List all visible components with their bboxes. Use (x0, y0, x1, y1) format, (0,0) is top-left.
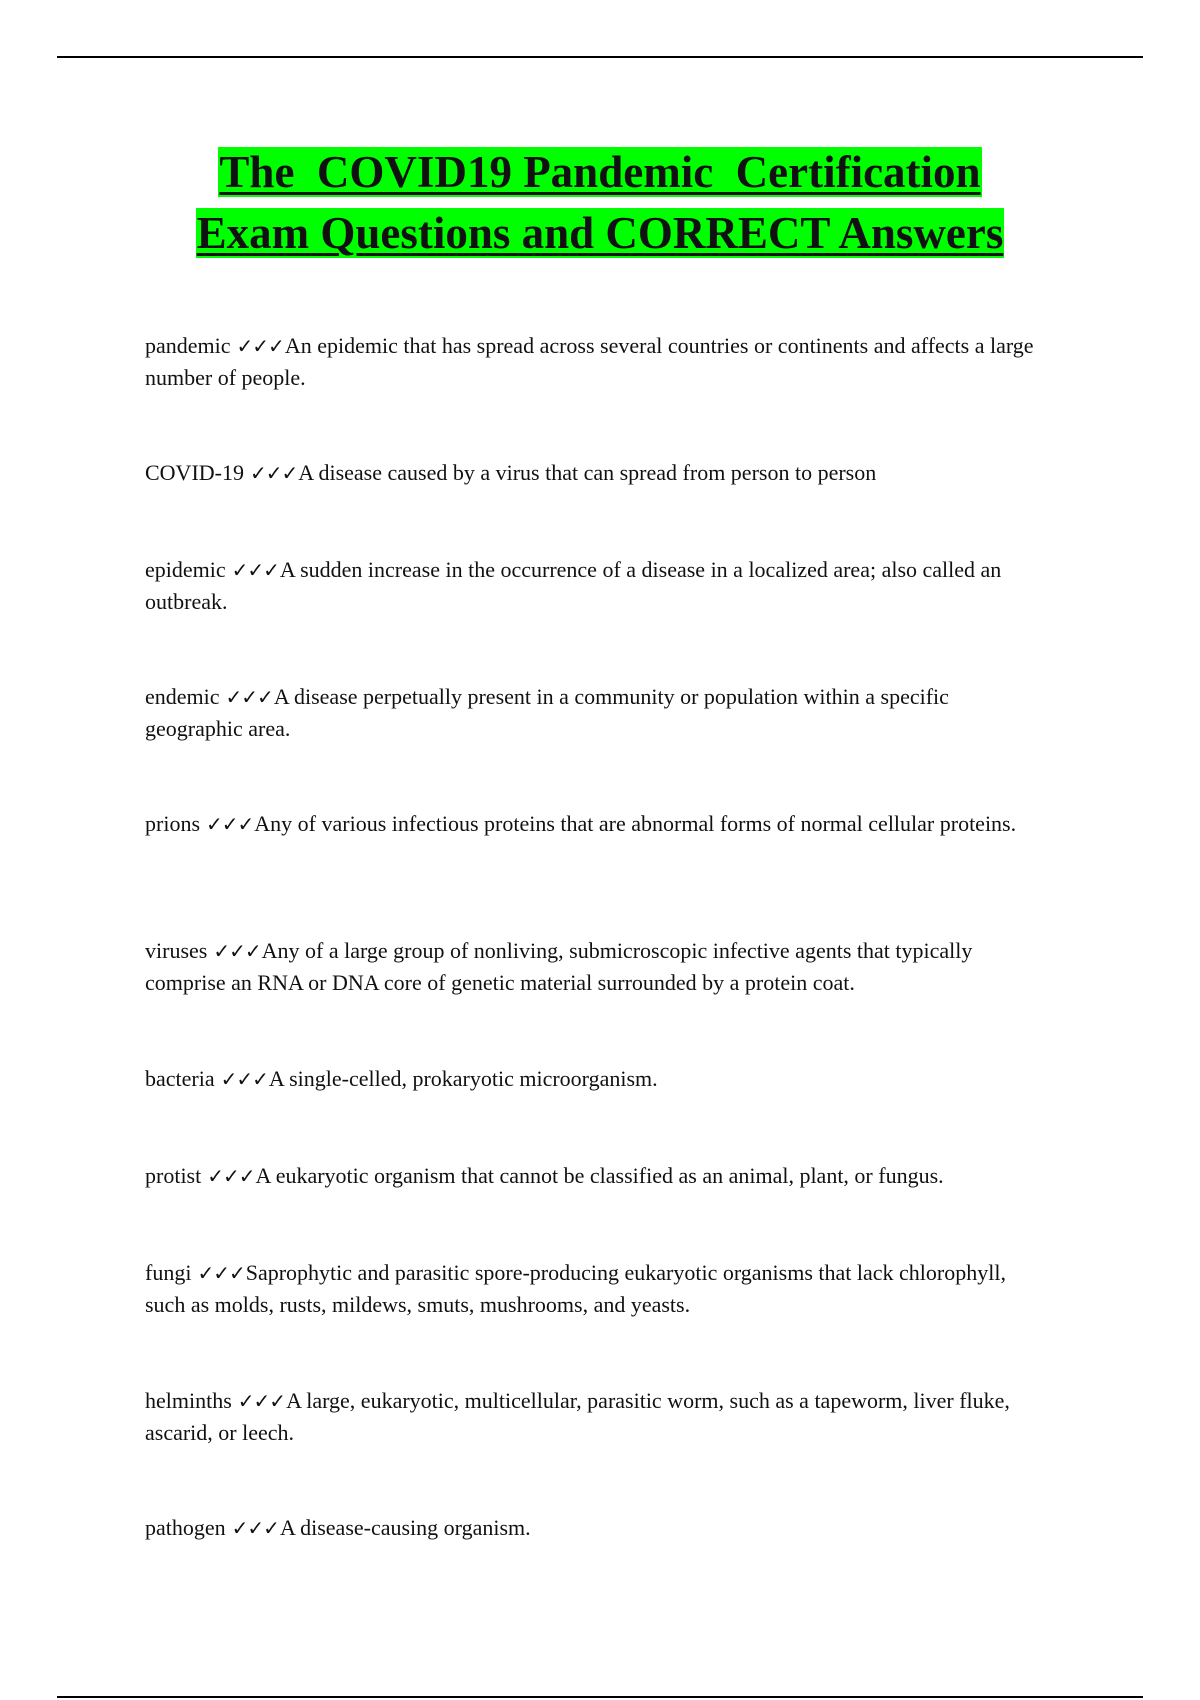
document-title (0, 142, 1200, 264)
check-marks-icon: ✓✓✓ (231, 1516, 279, 1540)
entry-fungi (145, 1257, 1050, 1320)
check-marks-icon: ✓✓✓ (206, 812, 254, 836)
entry-term: pathogen (145, 1515, 226, 1540)
entry-helminths (145, 1385, 1050, 1448)
check-marks-icon: ✓✓✓ (207, 1164, 255, 1188)
entry-pandemic (145, 330, 1050, 393)
entry-definition: An epidemic that has spread across several countries or continents and affects a large number of people. (145, 333, 1034, 390)
entry-epidemic (145, 554, 1050, 617)
entry-term: epidemic (145, 557, 226, 582)
entry-definition: A disease perpetually present in a community or population within a specific geographic area. (145, 684, 949, 741)
entry-protist (145, 1160, 1050, 1192)
check-marks-icon: ✓✓✓ (213, 939, 261, 963)
entry-definition: A single-celled, prokaryotic microorganism. (268, 1066, 658, 1091)
entry-pathogen (145, 1512, 1050, 1544)
entry-definition: A eukaryotic organism that cannot be classified as an animal, plant, or fungus. (255, 1163, 944, 1188)
check-marks-icon: ✓✓✓ (237, 1389, 286, 1413)
entry-definition: Any of a large group of nonliving, submicroscopic infective agents that typically comprise an RNA or DNA core of genetic material surrounded by a protein coat. (145, 938, 973, 995)
entry-definition: A sudden increase in the occurrence of a disease in a localized area; also called an outbreak. (145, 557, 1002, 614)
top-rule (57, 56, 1143, 58)
entry-endemic (145, 681, 1050, 744)
check-marks-icon: ✓✓✓ (250, 461, 298, 485)
entry-definition: A disease caused by a virus that can spread from person to person (298, 460, 877, 485)
entry-definition: A disease-causing organism. (279, 1515, 531, 1540)
check-marks-icon: ✓✓✓ (225, 685, 273, 709)
entry-covid-19 (145, 457, 1050, 489)
check-marks-icon: ✓✓✓ (236, 334, 284, 358)
entry-term: endemic (145, 684, 220, 709)
entry-term: fungi (145, 1260, 192, 1285)
entry-term: bacteria (145, 1066, 215, 1091)
title-line-1: The COVID19 Pandemic Certification (219, 147, 981, 197)
entry-viruses (145, 935, 1050, 998)
check-marks-icon: ✓✓✓ (231, 558, 279, 582)
check-marks-icon: ✓✓✓ (197, 1261, 245, 1285)
entry-prions (145, 808, 1050, 840)
entry-term: pandemic (145, 333, 231, 358)
entry-term: protist (145, 1163, 202, 1188)
entry-term: prions (145, 811, 200, 836)
entry-definition: Any of various infectious proteins that are abnormal forms of normal cellular proteins. (254, 811, 1017, 836)
bottom-rule (57, 1696, 1143, 1698)
entry-definition: Saprophytic and parasitic spore-producing eukaryotic organisms that lack chlorophyll, such as molds, rusts, mildews, smuts, mushrooms, and yeasts. (145, 1260, 1006, 1317)
entry-bacteria (145, 1063, 1050, 1095)
entry-term: viruses (145, 938, 208, 963)
title-line-2: Exam Questions and CORRECT Answers (196, 208, 1004, 258)
entry-term: COVID-19 (145, 460, 244, 485)
entry-term: helminths (145, 1388, 232, 1413)
entry-definition: A large, eukaryotic, multicellular, parasitic worm, such as a tapeworm, liver fluke, ascarid, or leech. (145, 1388, 1010, 1445)
check-marks-icon: ✓✓✓ (220, 1067, 268, 1091)
